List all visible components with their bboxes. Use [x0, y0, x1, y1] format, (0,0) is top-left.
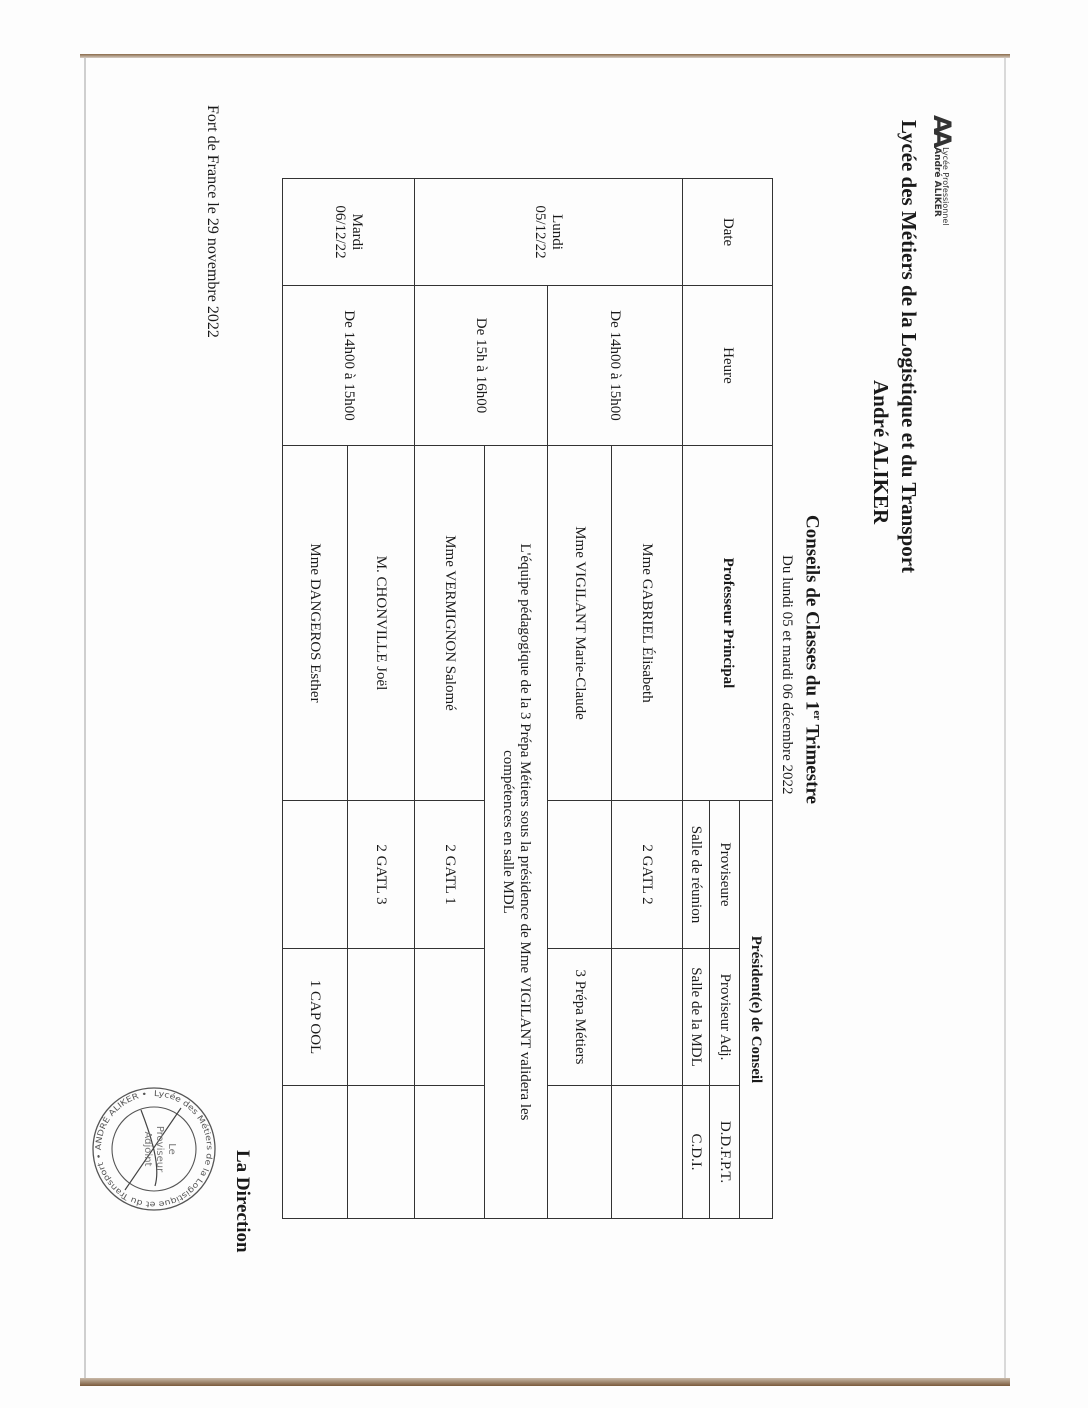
role-ddfpt: D.D.F.P.T.	[710, 1086, 740, 1219]
ddfpt-cell	[612, 1086, 683, 1219]
slot-cell: De 14h00 à 15h00	[548, 286, 683, 446]
logo-mark: AA	[928, 115, 956, 145]
paper-bottom-edge	[80, 1378, 1010, 1386]
document-title: Conseils de Classes du 1er Trimestre	[801, 515, 823, 804]
header-date: Date	[683, 179, 773, 286]
header-prof: Professeur Principal	[683, 446, 773, 801]
prof-cell: Mme VERMIGNON Salomé	[415, 446, 485, 801]
school-logo	[927, 115, 955, 226]
table-row	[485, 179, 548, 1219]
adj-cell	[415, 949, 485, 1086]
stamp-outer-text: Lycée des Métiers de la Logistique et du Transport • ANDRÉ ALIKER •	[93, 1088, 215, 1210]
adj-cell: 3 Prépa Métiers	[548, 949, 612, 1086]
header-heure: Heure	[683, 286, 773, 446]
slot-cell: De 15h à 16h00	[415, 286, 548, 446]
schedule-table	[282, 178, 773, 1219]
adj-cell: 1 CAP OOL	[283, 949, 348, 1086]
role-proviseur-adj: Proviseur Adj.	[710, 949, 740, 1086]
table-row	[612, 179, 683, 1219]
stamp-inner-text: Le Proviseur Adjoint	[142, 1125, 177, 1173]
proviseure-cell	[283, 801, 348, 949]
ddfpt-cell	[348, 1086, 415, 1219]
ddfpt-cell	[283, 1086, 348, 1219]
adj-cell	[612, 949, 683, 1086]
official-stamp	[91, 1086, 217, 1212]
ddfpt-cell	[548, 1086, 612, 1219]
role-proviseure: Proviseure	[710, 801, 740, 949]
proviseure-cell: 2 GATL 1	[415, 801, 485, 949]
header-president: Président(e) de Conseil	[740, 801, 773, 1219]
school-subname: André ALIKER	[869, 380, 893, 525]
logo-line1: Lycée Professionnel	[941, 147, 951, 226]
day-cell: Mardi 06/12/22	[283, 179, 415, 286]
adj-cell	[348, 949, 415, 1086]
prof-cell: Mme DANGEROS Esther	[283, 446, 348, 801]
logo-line2: André ALIKER	[932, 147, 943, 217]
school-name: Lycée des Métiers de la Logistique et du Transport	[897, 120, 921, 574]
day-cell: Lundi 05/12/22	[415, 179, 683, 286]
note-cell: L'équipe pédagogique de la 3 Prépa Métiers sous la présidence de Mme VIGILANT validera les compétences en salle MDL	[485, 446, 548, 1219]
place-and-date: Fort de France le 29 novembre 2022	[204, 105, 221, 338]
document-period: Du lundi 05 et mardi 06 décembre 2022	[779, 555, 795, 795]
prof-cell: Mme GABRIEL Élisabeth	[612, 446, 683, 801]
room-mdl: Salle de la MDL	[683, 949, 710, 1086]
prof-cell: M. CHONVILLE Joël	[348, 446, 415, 801]
room-cdi: C.D.I.	[683, 1086, 710, 1219]
proviseure-cell: 2 GATL 2	[612, 801, 683, 949]
prof-cell: Mme VIGILANT Marie-Claude	[548, 446, 612, 801]
room-reunion: Salle de réunion	[683, 801, 710, 949]
document-page	[85, 58, 1005, 1378]
ddfpt-cell	[415, 1086, 485, 1219]
proviseure-cell: 2 GATL 3	[348, 801, 415, 949]
proviseure-cell	[548, 801, 612, 949]
signature-label: La Direction	[232, 1150, 253, 1253]
table-row	[348, 179, 415, 1219]
slot-cell: De 14h00 à 15h00	[283, 286, 415, 446]
